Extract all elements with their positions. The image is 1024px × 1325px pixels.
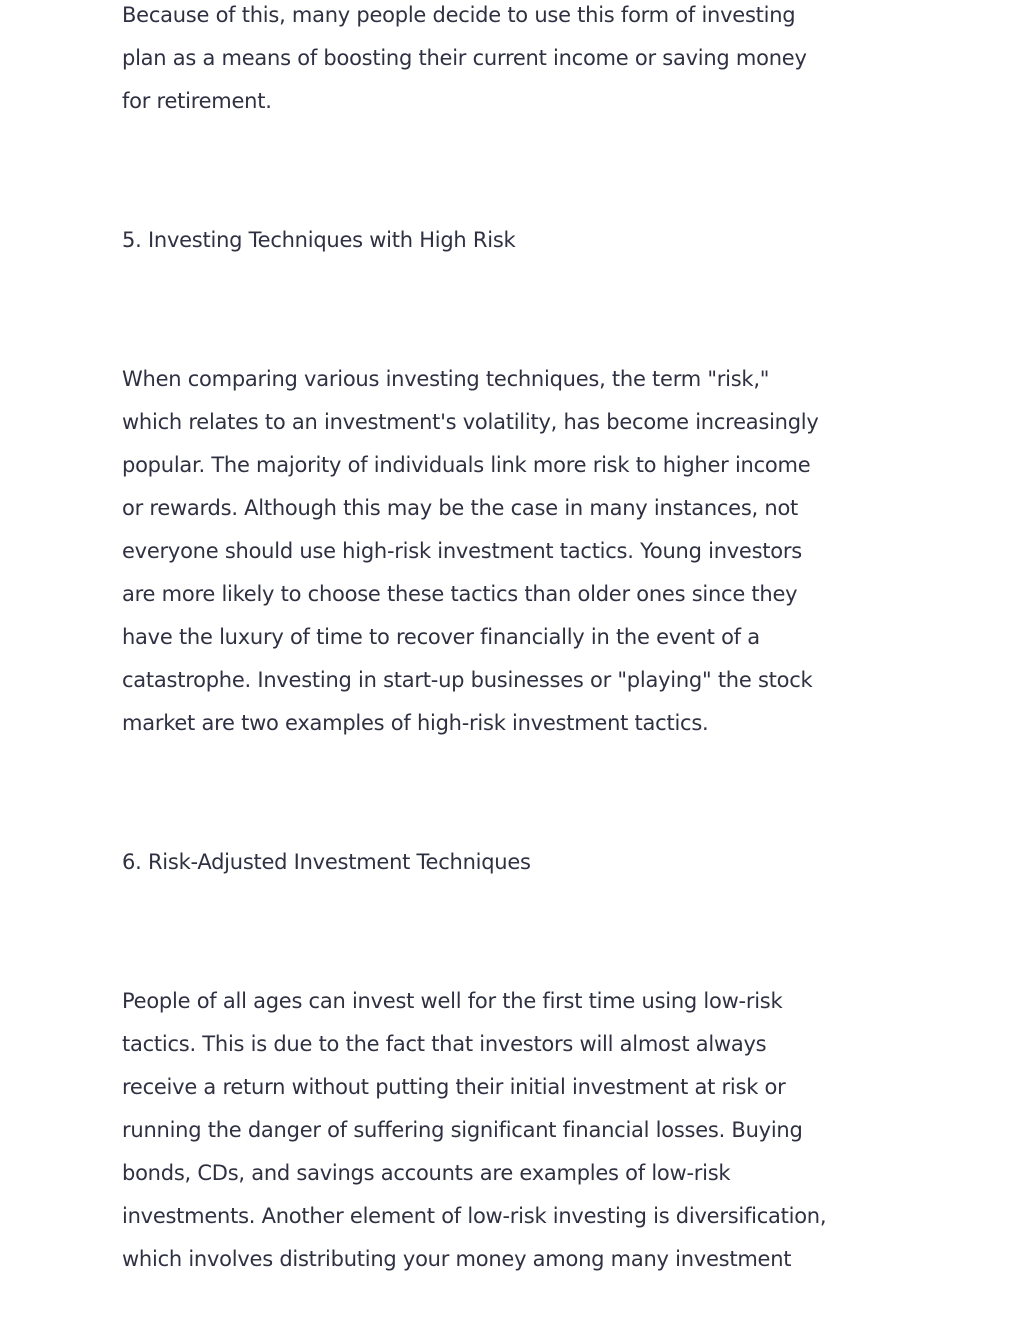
paragraph-line: investments. Another element of low-risk investing is diversification, xyxy=(122,1204,827,1228)
paragraph-line: popular. The majority of individuals link more risk to higher income xyxy=(122,453,811,477)
document-body xyxy=(122,0,912,1281)
paragraph-line: market are two examples of high-risk investment tactics. xyxy=(122,711,709,735)
paragraph-line: everyone should use high-risk investment tactics. Young investors xyxy=(122,539,802,563)
intro-paragraph xyxy=(122,0,912,123)
paragraph-line: running the danger of suffering significant financial losses. Buying xyxy=(122,1118,803,1142)
paragraph-line: People of all ages can invest well for the first time using low-risk xyxy=(122,989,783,1013)
section-6-heading: 6. Risk-Adjusted Investment Techniques xyxy=(122,850,531,874)
paragraph-line: receive a return without putting their initial investment at risk or xyxy=(122,1075,786,1099)
paragraph-line: Because of this, many people decide to use this form of investing xyxy=(122,3,796,27)
paragraph-line: tactics. This is due to the fact that investors will almost always xyxy=(122,1032,767,1056)
section-5-paragraph xyxy=(122,358,912,745)
paragraph-line: have the luxury of time to recover financially in the event of a xyxy=(122,625,760,649)
paragraph-line: bonds, CDs, and savings accounts are examples of low-risk xyxy=(122,1161,731,1185)
paragraph-line: which involves distributing your money among many investment xyxy=(122,1247,792,1271)
paragraph-line: for retirement. xyxy=(122,89,272,113)
paragraph-line: plan as a means of boosting their current income or saving money xyxy=(122,46,807,70)
paragraph-line: are more likely to choose these tactics than older ones since they xyxy=(122,582,798,606)
section-6-paragraph xyxy=(122,980,912,1281)
paragraph-line: catastrophe. Investing in start-up businesses or "playing" the stock xyxy=(122,668,813,692)
section-5-heading: 5. Investing Techniques with High Risk xyxy=(122,228,516,252)
paragraph-line: When comparing various investing techniques, the term "risk," xyxy=(122,367,770,391)
paragraph-line: which relates to an investment's volatility, has become increasingly xyxy=(122,410,819,434)
paragraph-line: or rewards. Although this may be the case in many instances, not xyxy=(122,496,799,520)
